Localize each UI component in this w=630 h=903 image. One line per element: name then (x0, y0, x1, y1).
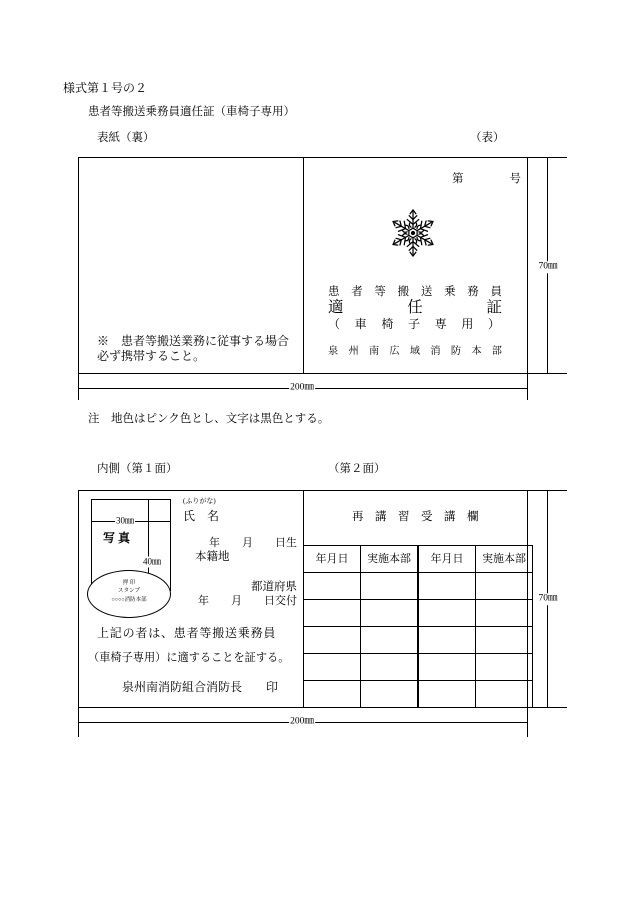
front-line-1: 患 者 等 搬 送 乗 務 員 (328, 286, 502, 298)
inside-page1-label: 内側（第１面） (97, 463, 178, 475)
photo-height-dimension: 40㎜ (142, 556, 162, 567)
retraining-cell (361, 600, 419, 627)
form-title: 患者等搬送乗務員適任証（車椅子専用） (88, 106, 295, 118)
retraining-cell (304, 600, 361, 627)
retraining-title: 再 講 習 受 講 欄 (352, 511, 479, 523)
retraining-cell (476, 654, 533, 681)
fire-department-emblem-icon (389, 209, 437, 257)
retraining-row (304, 627, 533, 654)
retraining-cell (304, 681, 361, 708)
prefecture-label: 都道府県 (251, 581, 297, 593)
header-department-1: 実施本部 (361, 546, 419, 573)
retraining-row (304, 573, 533, 600)
retraining-cell (361, 573, 419, 600)
retraining-cell (361, 681, 419, 708)
certificate-number: 第 号 (452, 173, 521, 185)
certify-line-1: 上記の者は、患者等搬送乗務員 (97, 626, 277, 640)
birth-date-label: 年 月 日生 (209, 537, 297, 549)
back-note-line-1: ※ 患者等搬送業務に従事する場合 (97, 334, 290, 348)
name-label: 氏 名 (183, 509, 220, 523)
cover-width-dimension: 200㎜ (290, 382, 314, 393)
signer-line: 泉州南消防組合消防長 印 (122, 680, 279, 694)
back-note-line-2: 必ず携帯すること。 (97, 349, 206, 363)
inside-top-border (78, 490, 567, 491)
retraining-cell (418, 600, 476, 627)
inside-left-border (78, 490, 79, 737)
retraining-cell (361, 654, 419, 681)
cover-right-border (527, 157, 528, 400)
cover-bottom-border (78, 373, 567, 374)
retraining-cell (476, 681, 533, 708)
photo-width-dimension: 30㎜ (115, 515, 135, 526)
retraining-header-row (304, 546, 533, 573)
cover-back-label: 表紙（裏） (97, 132, 155, 144)
retraining-cell (476, 573, 533, 600)
retraining-cell (418, 654, 476, 681)
form-number: 様式第１号の２ (63, 81, 148, 95)
retraining-row (304, 654, 533, 681)
retraining-row (304, 600, 533, 627)
cover-front-label: （表） (470, 132, 505, 144)
front-issuer: 泉 州 南 広 域 消 防 本 部 (328, 346, 502, 357)
header-date-1: 年月日 (304, 546, 361, 573)
cover-height-dimension: 70㎜ (538, 261, 558, 272)
cover-left-border (78, 157, 79, 400)
cover-top-border (78, 157, 567, 158)
issue-date-label: 年 月 日交付 (198, 595, 297, 607)
photo-label: 写 真 (103, 531, 131, 545)
stamp-text-3: ○○○○消防本部 (111, 597, 147, 603)
stamp-text-1: 押 印 (122, 580, 136, 586)
inside-page2-label: （第２面） (328, 463, 386, 475)
front-line-2: 適 任 証 (328, 299, 502, 316)
retraining-cell (304, 654, 361, 681)
stamp-text-2: スタンプ (117, 588, 140, 594)
retraining-cell (418, 573, 476, 600)
header-department-2: 実施本部 (476, 546, 533, 573)
cover-fold-line (303, 157, 304, 373)
retraining-cell (476, 627, 533, 654)
inside-height-dimension: 70㎜ (538, 593, 558, 604)
retraining-cell (418, 627, 476, 654)
furigana-label: (ふりがな) (183, 497, 216, 505)
retraining-cell (304, 573, 361, 600)
header-date-2: 年月日 (418, 546, 476, 573)
retraining-cell (361, 627, 419, 654)
front-line-3: （ 車 椅 子 専 用 ） (328, 317, 500, 331)
retraining-cell (418, 681, 476, 708)
retraining-cell (304, 627, 361, 654)
retraining-cell (476, 600, 533, 627)
inside-width-dimension: 200㎜ (290, 716, 314, 727)
retraining-row (304, 681, 533, 708)
certify-line-2: （車椅子専用）に適することを証する。 (88, 652, 290, 664)
color-note: 注 地色はピンク色とし、文字は黒色とする。 (88, 413, 330, 425)
retraining-table (303, 545, 533, 708)
domicile-label: 本籍地 (195, 551, 230, 563)
